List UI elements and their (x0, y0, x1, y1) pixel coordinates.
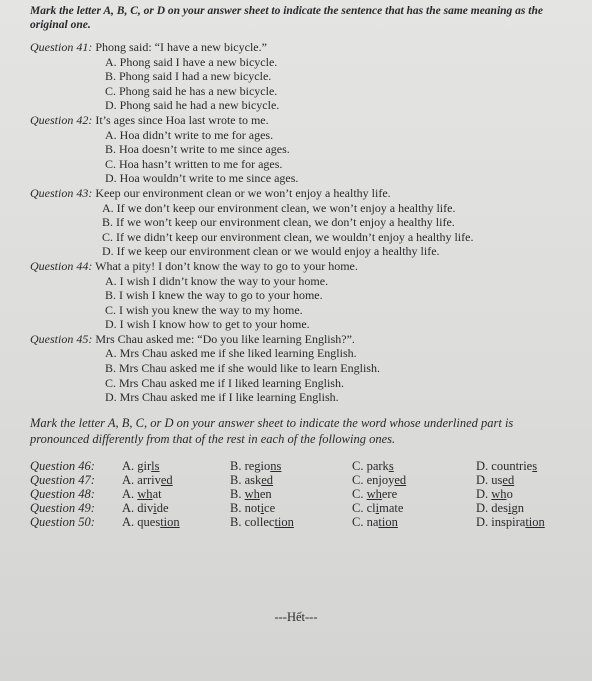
word-option (230, 459, 352, 473)
question-block (30, 113, 566, 186)
word-prefix: B. ask (230, 472, 262, 487)
question-stem (30, 259, 566, 274)
word-option (352, 459, 476, 473)
question-text: It’s ages since Hoa last wrote to me. (95, 112, 269, 127)
word-option (230, 473, 352, 487)
word-prefix: D. (476, 486, 492, 501)
table-row (30, 487, 566, 501)
word-option (230, 515, 352, 529)
answer-option: B. Phong said I had a new bicycle. (105, 69, 272, 84)
word-option (352, 501, 476, 515)
question-stem (30, 113, 566, 128)
answer-option: C. Mrs Chau asked me if I liked learning English. (105, 375, 344, 390)
answer-option: D. Hoa wouldn’t write to me since ages. (105, 171, 299, 186)
underlined-part: tion (378, 514, 398, 529)
underlined-part: i (260, 500, 265, 515)
underlined-part: wh (491, 486, 507, 501)
word-suffix: o (506, 486, 513, 501)
word-prefix: A. (122, 486, 138, 501)
word-prefix: C. cl (352, 500, 376, 515)
table-row (30, 459, 566, 473)
word-prefix: B. regio (230, 458, 271, 473)
question-block (30, 40, 566, 113)
pronunciation-table (30, 459, 566, 529)
underlined-part: tion (274, 514, 294, 529)
question-label: Question 46: (30, 458, 95, 473)
word-option (476, 459, 566, 473)
answer-option: A. Phong said I have a new bicycle. (105, 54, 278, 69)
question-text: Keep our environment clean or we won’t enjoy a healthy life. (95, 185, 391, 200)
question-label: Question 44: (30, 258, 93, 273)
word-prefix: C. na (352, 514, 379, 529)
answer-option: C. If we didn’t keep our environment clean, we wouldn’t enjoy a healthy life. (102, 229, 474, 244)
word-prefix: A. arriv (122, 472, 161, 487)
underlined-part: i (507, 500, 512, 515)
question-block (30, 332, 566, 405)
question-stem (30, 332, 566, 347)
answer-option: D. Phong said he had a new bicycle. (105, 98, 280, 113)
underlined-part: wh (137, 486, 153, 501)
question-label: Question 48: (30, 486, 95, 501)
answer-option: C. Hoa hasn’t written to me for ages. (105, 156, 283, 171)
question-stem (30, 40, 566, 55)
question-label: Question 45: (30, 331, 93, 346)
word-option (122, 473, 230, 487)
word-option (122, 501, 230, 515)
question-label: Question 43: (30, 185, 93, 200)
word-prefix: C. (352, 486, 367, 501)
word-prefix: D. countrie (476, 458, 533, 473)
answer-option: C. Phong said he has a new bicycle. (105, 83, 278, 98)
answer-option: A. Hoa didn’t write to me for ages. (105, 127, 274, 142)
underlined-part: ed (261, 472, 274, 487)
underlined-part: ls (151, 458, 160, 473)
underlined-part: ed (160, 472, 173, 487)
word-option (230, 501, 352, 515)
question-text: Mrs Chau asked me: “Do you like learning English?”. (95, 331, 355, 346)
word-option (352, 515, 476, 529)
question-label: Question 47: (30, 472, 95, 487)
question-label: Question 50: (30, 514, 95, 529)
word-prefix: A. div (122, 500, 154, 515)
answer-option: B. I wish I knew the way to go to your home. (105, 288, 323, 303)
word-prefix: B. collec (230, 514, 275, 529)
underlined-part: i (153, 500, 157, 515)
question-label: Question 49: (30, 500, 95, 515)
word-prefix: C. park (352, 458, 389, 473)
word-prefix: A. gir (122, 458, 152, 473)
underlined-part: wh (366, 486, 382, 501)
word-suffix: en (259, 486, 272, 501)
word-prefix: D. inspira (476, 514, 526, 529)
question-label: Question 42: (30, 112, 93, 127)
underlined-part: wh (244, 486, 260, 501)
answer-option: D. I wish I know how to get to your home. (105, 317, 310, 332)
underlined-part: s (532, 458, 538, 473)
answer-option: A. If we don’t keep our environment clean, we won’t enjoy a healthy life. (102, 200, 456, 215)
underlined-part: tion (160, 514, 180, 529)
table-row (30, 501, 566, 515)
underlined-part: ns (270, 458, 282, 473)
word-option (122, 459, 230, 473)
word-suffix: ere (381, 486, 398, 501)
answer-option: D. Mrs Chau asked me if I like learning English. (105, 390, 339, 405)
question-list (30, 40, 566, 405)
word-prefix: C. enjoy (352, 472, 395, 487)
word-suffix: at (152, 486, 162, 501)
question-label: Question 41: (30, 40, 93, 54)
word-prefix: D. us (476, 472, 503, 487)
end-marker: ---Hết--- (274, 610, 318, 624)
answer-option: C. I wish you knew the way to my home. (105, 302, 303, 317)
word-option (352, 487, 476, 501)
answer-option: B. If we won’t keep our environment clean, we don’t enjoy a healthy life. (102, 215, 455, 230)
question-block (30, 259, 566, 332)
word-option (230, 487, 352, 501)
word-suffix: de (156, 500, 169, 515)
word-suffix: gn (511, 500, 524, 515)
underlined-part: ed (502, 472, 515, 487)
instruction-sentence-transformation: Mark the letter A, B, C, or D on your answer sheet to indicate the sentence that has the same meaning as the original one. (30, 5, 543, 31)
answer-option: A. I wish I didn’t know the way to your home. (105, 273, 329, 288)
underlined-part: ed (394, 472, 407, 487)
word-option (476, 515, 566, 529)
word-option (122, 515, 230, 529)
question-block (30, 186, 566, 259)
word-prefix: B. (230, 486, 245, 501)
question-text: What a pity! I don’t know the way to go to your home. (95, 258, 358, 273)
answer-option: D. If we keep our environment clean or we would enjoy a healthy life. (102, 244, 440, 259)
underlined-part: i (375, 500, 380, 515)
instruction-pronunciation: Mark the letter A, B, C, or D on your answer sheet to indicate the word whose underlined part is pronounced differently from that of the rest in each of the following ones. (30, 415, 514, 446)
word-prefix: B. not (230, 500, 261, 515)
answer-option: A. Mrs Chau asked me if she liked learning English. (105, 346, 357, 361)
question-text: Phong said: “I have a new bicycle.” (95, 40, 267, 54)
word-option (476, 501, 566, 515)
answer-option: B. Mrs Chau asked me if she would like to learn English. (105, 361, 380, 376)
word-prefix: D. des (476, 500, 508, 515)
question-stem (30, 186, 566, 201)
word-option (122, 487, 230, 501)
table-row (30, 473, 566, 487)
word-option (476, 473, 566, 487)
word-suffix: ce (264, 500, 276, 515)
word-prefix: A. ques (122, 514, 161, 529)
table-row (30, 515, 566, 529)
underlined-part: s (388, 458, 394, 473)
underlined-part: tion (525, 514, 545, 529)
word-option (352, 473, 476, 487)
answer-option: B. Hoa doesn’t write to me since ages. (105, 142, 290, 157)
word-suffix: mate (379, 500, 404, 515)
word-option (476, 487, 566, 501)
